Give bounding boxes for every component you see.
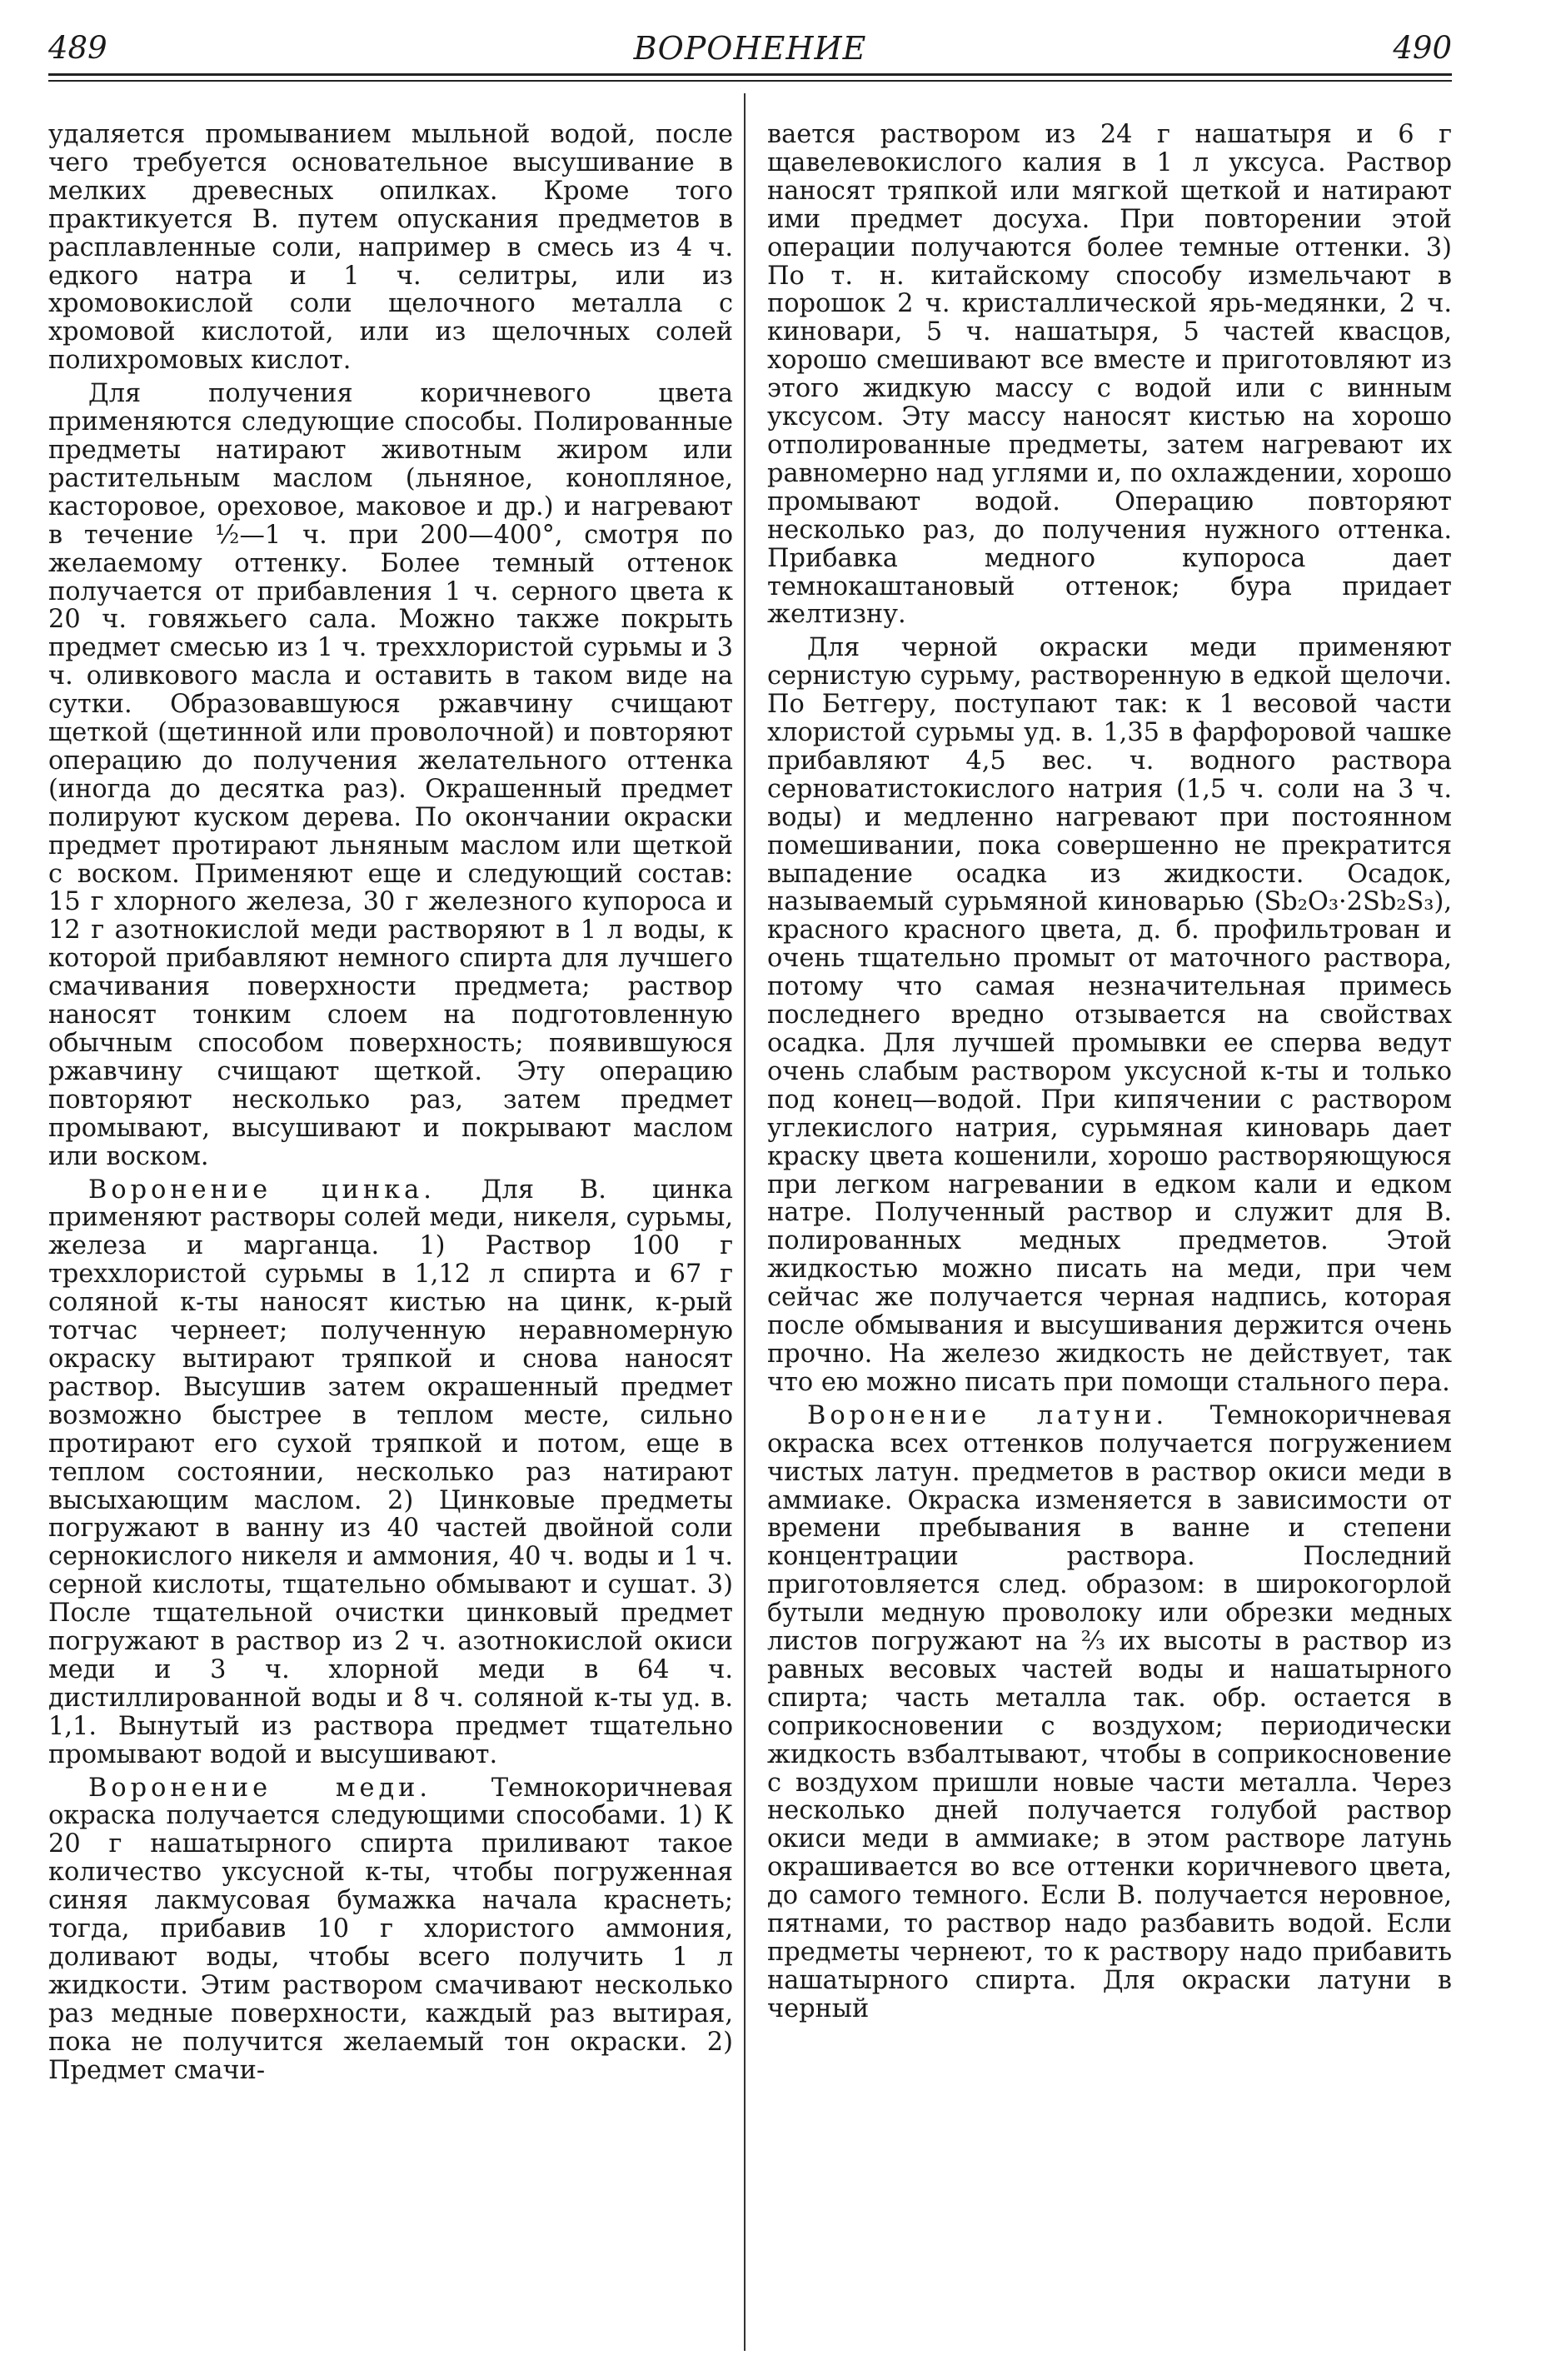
paragraph: [767, 634, 1452, 1396]
header-rule-bottom: [48, 80, 1452, 82]
paragraph-text: Темнокоричневая окраска получается следующими способами. 1) К 20 г нашатырного спирта приливают такое количество уксусной к-ты, чтобы погруженная синяя лакмусовая бумажка начала краснеть; тогда, прибавив 10 г хлористого аммония, доливают воды, чтобы всего получить 1 л жидкости. Этим раствором смачивают несколько раз медные поверхности, каждый раз вытирая, пока не получится желаемый тон окраски. 2) Предмет смачи-: [48, 1773, 733, 2085]
section-zinc: [48, 1176, 733, 1769]
paragraph: [48, 380, 733, 1170]
right-column: [767, 121, 1452, 2345]
paragraph-text: Темнокоричневая окраска всех оттенков получается погружением чистых латун. предметов в раствор окиси меди в аммиаке. Окраска изменяется в зависимости от времени пребывания в ванне и степени концентрации раствора. Последний приготовляется след. образом: в широкогорлой бутыли медную проволоку или обрезки медных листов погружают на ⅔ их высоты в раствор из равных весовых частей воды и нашатырного спирта; часть металла так. обр. остается в соприкосновении с воздухом; периодически жидкость взбалтывают, чтобы в соприкосновение с воздухом пришли новые части металла. Через несколько дней получается голубой раствор окиси меди в аммиаке; в этом растворе латунь окрашивается во все оттенки коричневого цвета, до самого темного. Если В. получается неровное, пятнами, то раствор надо разбавить водой. Если предметы чернеют, то к раствору надо прибавить нашатырного спирта. Для окраски латуни в черный: [767, 1400, 1452, 2023]
page-number-right: 490: [1393, 30, 1452, 66]
column-divider: [744, 93, 746, 2351]
paragraph-text: удаляется промыванием мыльной водой, после чего требуется основательное высушивание в мелких древесных опилках. Кроме того практикуется В. путем опускания предметов в расплавленные соли, например в смесь из 4 ч. едкого натра и 1 ч. селитры, или из хромовокислой соли щелочного металла с хромовой кислотой, или из щелочных солей полихромовых кислот.: [48, 120, 733, 376]
section-heading: Воронение цинка.: [88, 1175, 436, 1205]
section-heading: Воронение меди.: [88, 1773, 432, 1803]
page-header: [48, 30, 1452, 67]
page-number-left: 489: [48, 30, 107, 66]
running-title: ВОРОНЕНИЕ: [633, 30, 867, 67]
header-rule-top: [48, 73, 1452, 76]
paragraph-text: Для черной окраски меди применяют сернистую сурьму, растворенную в едкой щелочи. По Бетгеру, поступают так: к 1 весовой части хлористой сурьмы уд. в. 1,35 в фарфоровой чашке прибавляют 4,5 вес. ч. водного раствора серноватистокислого натрия (1,5 ч. соли на 3 ч. воды) и медленно нагревают при постоянном помешивании, пока совершенно не прекратится выпадение осадка из жидкости. Осадок, называемый сурьмяной киноварью (Sb₂O₃·2Sb₂S₃), красного красного цвета, д. б. профильтрован и очень тщательно промыт от маточного раствора, потому что самая незначительная примесь последнего вредно отзывается на свойствах осадка. Для лучшей промывки ее сперва ведут очень слабым раствором уксусной к-ты и только под конец—водой. При кипячении с раствором углекислого натрия, сурьмяная киноварь дает краску цвета кошенили, хорошо растворяющуюся при легком нагревании в едком кали и едком натре. Полученный раствор и служит для В. полированных медных предметов. Этой жидкостью можно писать на меди, при чем сейчас же получается черная надпись, которая после обмывания и высушивания держится очень прочно. На железо жидкость не действует, так что ею можно писать при помощи стального пера.: [767, 633, 1452, 1397]
paragraph-text: Для получения коричневого цвета применяются следующие способы. Полированные предметы натирают животным жиром или растительным маслом (льняное, конопляное, касторовое, ореховое, маковое и др.) и нагревают в течение ½—1 ч. при 200—400°, смотря по желаемому оттенку. Более темный оттенок получается от прибавления 1 ч. серного цвета к 20 ч. говяжьего сала. Можно также покрыть предмет смесью из 1 ч. треххлористой сурьмы и 3 ч. оливкового масла и оставить в таком виде на сутки. Образовавшуюся ржавчину счищают щеткой (щетинной или проволочной) и повторяют операцию до получения желательного оттенка (иногда до десятка раз). Окрашенный предмет полируют куском дерева. По окончании окраски предмет протирают льняным маслом или щеткой с воском. Применяют еще и следующий состав: 15 г хлорного железа, 30 г железного купороса и 12 г азотнокислой меди растворяют в 1 л воды, к которой прибавляют немного спирта для лучшего смачивания поверхности предмета; раствор наносят тонким слоем на подготовленную обычным способом поверхность; появившуюся ржавчину счищают щеткой. Эту операцию повторяют несколько раз, затем предмет промывают, высушивают и покрывают маслом или воском.: [48, 379, 733, 1171]
section-copper: [48, 1774, 733, 2085]
left-column: [48, 121, 733, 2345]
paragraph: [767, 121, 1452, 629]
paragraph-text: вается раствором из 24 г нашатыря и 6 г щавелевокислого калия в 1 л уксуса. Раствор наносят тряпкой или мягкой щеткой и натирают ими предмет досуха. При повторении этой операции получаются более темные оттенки. 3) По т. н. китайскому способу измельчают в порошок 2 ч. кристаллической ярь-медянки, 2 ч. киновари, 5 ч. нашатыря, 5 частей квасцов, хорошо смешивают все вместе и приготовляют из этого жидкую массу с водой или с винным уксусом. Эту массу наносят кистью на хорошо отполированные предметы, затем нагревают их равномерно над углями и, по охлаждении, хорошо промывают водой. Операцию повторяют несколько раз, до получения нужного оттенка. Прибавка медного купороса дает темнокаштановый оттенок; бура придает желтизну.: [767, 120, 1452, 630]
section-heading: Воронение латуни.: [807, 1400, 1169, 1430]
paragraph-text: Для В. цинка применяют растворы солей меди, никеля, сурьмы, железа и марганца. 1) Раствор 100 г треххлористой сурьмы в 1,12 л спирта и 67 г соляной к-ты наносят кистью на цинк, к-рый тотчас чернеет; полученную неравномерную окраску вытирают тряпкой и снова наносят раствор. Высушив затем окрашенный предмет возможно быстрее в теплом месте, сильно протирают его сухой тряпкой и потом, еще в теплом состоянии, несколько раз натирают высыхающим маслом. 2) Цинковые предметы погружают в ванну из 40 частей двойной соли сернокислого никеля и аммония, 40 ч. воды и 1 ч. серной кислоты, тщательно обмывают и сушат. 3) После тщательной очистки цинковый предмет погружают в раствор из 2 ч. азотнокислой окиси меди и 3 ч. хлорной меди в 64 ч. дистиллированной воды и 8 ч. соляной к-ты уд. в. 1,1. Вынутый из раствора предмет тщательно промывают водой и высушивают.: [48, 1175, 733, 1769]
paragraph: [48, 121, 733, 375]
section-brass: [767, 1402, 1452, 2023]
